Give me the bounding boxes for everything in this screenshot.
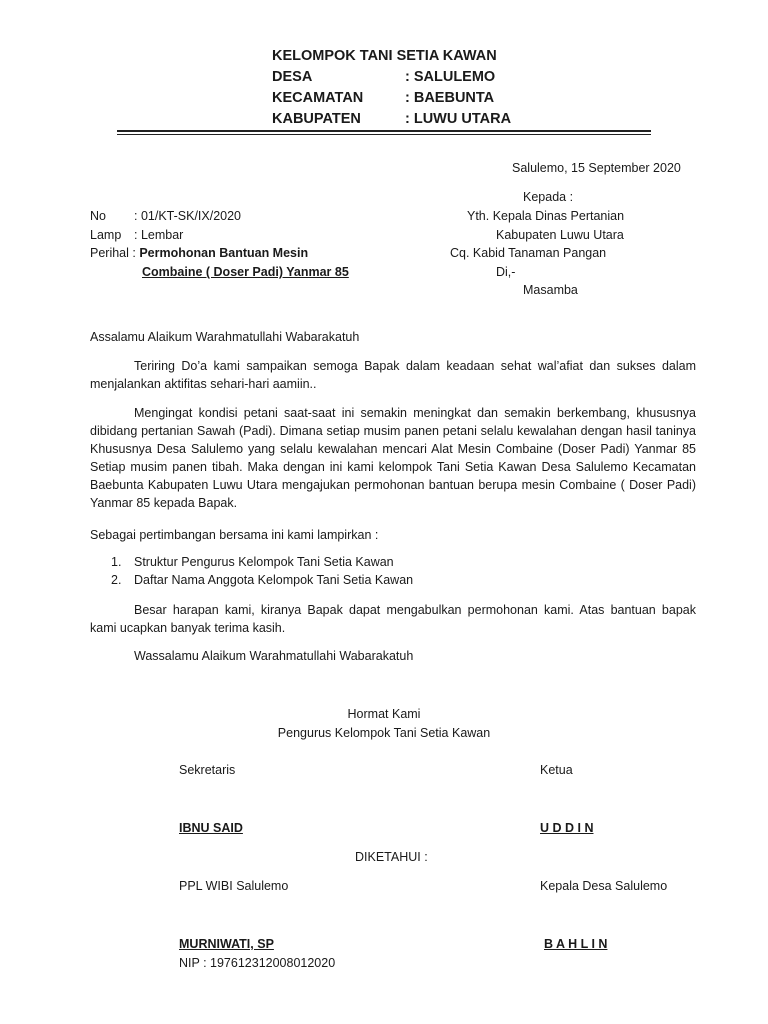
paragraph-2: Mengingat kondisi petani saat-saat ini semakin meningkat dan semakin berkembang, khususnya dibidang pertanian Sawah (Padi). Dimana setiap musim panen petani selalu kewalahan dengan hasil taninya Khususnya Desa Salulemo yang selalu kewalahan mencari Alat Mesin Combaine (Doser Padi) Yanmar 85 Setiap musim panen tibah. Maka dengan ini kami kelompok Tani Setia Kawan Desa Salulemo Kecamatan Baebunta Kabupaten Luwu Utara mengajukan permohonan bantuan berupa mesin Combaine ( Doser Padi) Yanmar 85 kepada Bapak. [90,406,696,510]
header-row-kecamatan [272,88,494,108]
list-text: Daftar Nama Anggota Kelompok Tani Setia Kawan [134,573,414,587]
ketua-name: U D D I N [540,821,594,835]
list-number: 2. [111,573,122,587]
meta-label: Lamp [90,228,122,242]
kades-name: B A H L I N [544,937,608,951]
subject-line-1: Permohonan Bantuan Mesin [139,246,309,260]
attachment-list [111,553,413,589]
sekretaris-title: Sekretaris [179,763,236,777]
list-text: Struktur Pengurus Kelompok Tani Setia Kawan [134,555,394,569]
sign-hormat: Hormat Kami [347,707,421,721]
header-value: : SALULEMO [405,69,496,85]
sign-pengurus: Pengurus Kelompok Tani Setia Kawan [277,726,491,740]
org-name: KELOMPOK TANI SETIA KAWAN [272,48,497,64]
header-value: : BAEBUNTA [405,90,495,106]
recipient-line-1: Yth. Kepala Dinas Pertanian [467,209,625,223]
header-divider-thick [117,130,651,132]
header-label: KECAMATAN [272,90,364,106]
subject-line-2: Combaine ( Doser Padi) Yanmar 85 [142,265,349,279]
header-label: KABUPATEN [272,111,361,127]
closing-greeting: Wassalamu Alaikum Warahmatullahi Wabarakatuh [134,649,414,663]
ppl-nip: NIP : 197612312008012020 [179,956,336,970]
paragraph-3: Sebagai pertimbangan bersama ini kami lampirkan : [90,528,379,542]
header-row-desa [272,67,495,87]
header-divider-thin [117,134,651,135]
list-item [111,571,413,589]
header-value: : LUWU UTARA [405,111,512,127]
list-item [111,553,413,571]
meta-label: Perihal : [90,246,136,260]
meta-subject [90,245,308,261]
meta-value: : 01/KT-SK/IX/2020 [134,209,242,223]
header-label: DESA [272,69,313,85]
header-row-kabupaten [272,109,511,129]
meta-label: No [90,209,106,223]
ppl-name: MURNIWATI, SP [179,937,274,951]
recipient-line-5: Masamba [523,283,578,297]
recipient-line-3: Cq. Kabid Tanaman Pangan [450,246,607,260]
sekretaris-name: IBNU SAID [179,821,243,835]
diketahui-label: DIKETAHUI : [355,850,428,864]
paragraph-4: Besar harapan kami, kiranya Bapak dapat mengabulkan permohonan kami. Atas bantuan bapak kami ucapkan banyak terima kasih. [90,603,696,635]
ppl-title: PPL WIBI Salulemo [179,879,289,893]
meta-value: : Lembar [134,228,184,242]
letter-date: Salulemo, 15 September 2020 [512,161,681,175]
recipient-line-4: Di,- [496,265,516,279]
meta-attachment [90,227,183,243]
salutation: Assalamu Alaikum Warahmatullahi Wabarakatuh [90,330,360,344]
recipient-line-2: Kabupaten Luwu Utara [496,228,624,242]
ketua-title: Ketua [540,763,573,777]
meta-number [90,208,241,224]
recipient-kepada: Kepada : [523,190,574,204]
list-number: 1. [111,555,122,569]
kades-title: Kepala Desa Salulemo [540,879,668,893]
paragraph-1: Teriring Do’a kami sampaikan semoga Bapak dalam keadaan sehat wal’afiat dan sukses dalam menjalankan aktifitas sehari-hari aamiin.. [90,359,696,391]
